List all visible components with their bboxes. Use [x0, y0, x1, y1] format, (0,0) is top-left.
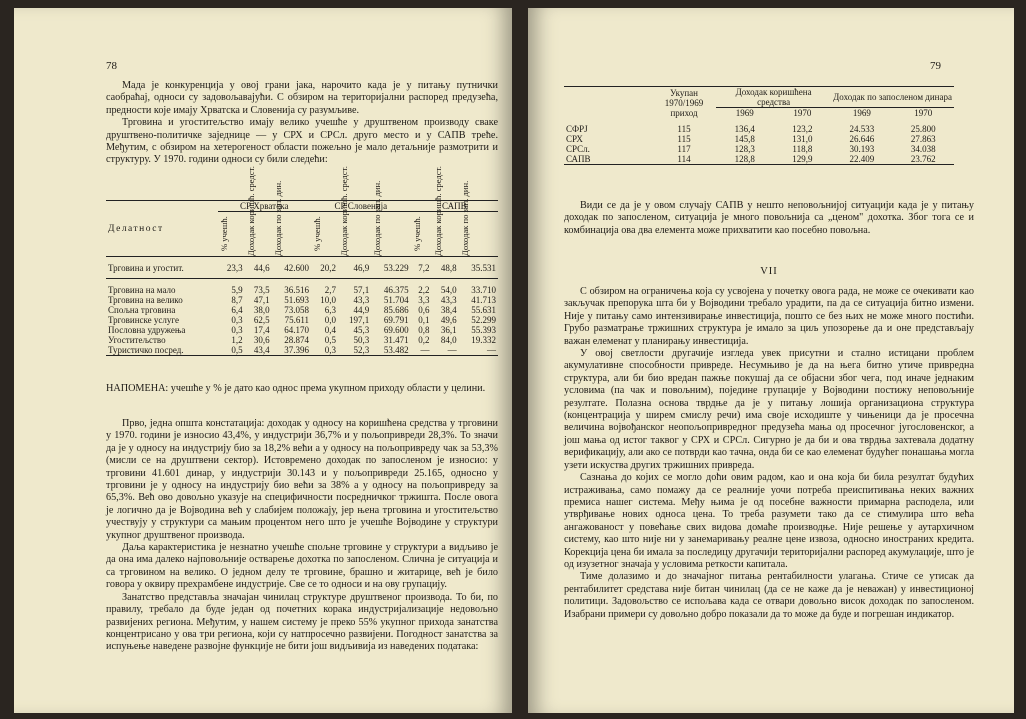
- table-cell: 69.791: [383, 314, 409, 325]
- table-row: [106, 305, 498, 315]
- table-row: [106, 345, 498, 356]
- table-cell: 49,6: [440, 314, 457, 325]
- paragraph: Прво, једна општа констатација: доходак у односу на коришћена средства у трговини у 1970. години је износио 43,4%, у индустрији 36,7% и у пољопривреди 28,3%. То значи да је у односу на индустрију био за 18,2% већи а у односу на пољопривреду чак за 53,3% (мисли се на друштвени сектор). Истовремено доходак по запосленом је износио: у трговини 41.601 динар, у индустрији 30.143 и у пољопривреди 25.165, односно у трговини је у односу на индустрију био већи за 38% а у односу на пољопривреду за 65,3%. Већ ово довољно указује на специфичности посредничког тржишта. После овога је логично да је Војводина већ у слабијем положају, јер њена трговина и угоститељство учествују у структури са мањим процентом него што је учешће Војводине у структури укупног друштвеног производа.: [106, 418, 498, 541]
- table-cell: 114: [677, 154, 691, 164]
- table-cell: 6,4: [231, 304, 243, 315]
- table-cell: 123,2: [792, 124, 813, 134]
- table-cell: 115: [677, 124, 691, 134]
- table-cell: —: [447, 344, 457, 355]
- paragraph: Даља карактеристика је незнатно учешће спољне трговине у структури а видљиво је да она има далеко најповољније остварење дохотка по запосленом. Слична је ситуација и са трговином на велико. О једном делу те трговине, брашно и житарице, већ је било говора у оквиру прехрамбене индустрије. Све се то односи и на ову групацију.: [106, 542, 498, 591]
- note-text: НАПОМЕНА: учешће у % је дато као однос према укупном приходу области у целини.: [106, 383, 486, 394]
- trade-table: [106, 166, 498, 356]
- paragraph: У овој светлости другачије изгледа увек присутни и стално истицани проблем акумулативне способности привреде. Несумњиво је да на њега битно утиче привредна структура, али би био вредан пажње покушај да се објасни због чега, под иначе једнаким условима (па чак и повољним), поједине групације у Војводини постижу неповољније резултате. Полазна основа тврдње да је у питању лошија организациона структура (концентрација у ширем смислу речи) има своје исходиште у чињеници да је просечна величина војвођанског неопољопривредног предузећа мања од просечног југословенског, а још мања од истог таквог у СРХ и СРСл. Сигурно је да би и ова тврдња захтевала додатну верификацију, али ако се потврди као тачна, онда би се као елеменат будућег понашања могла узети искуства других тржишних привреда.: [564, 348, 974, 471]
- table-cell: 54,0: [440, 284, 457, 295]
- table-cell: 3,3: [418, 294, 430, 305]
- table-cell: 46.375: [383, 284, 409, 295]
- row-label: Спољна трговина: [108, 304, 176, 315]
- table-cell: 1,2: [231, 334, 243, 345]
- paragraph: Види се да је у овом случају САПВ у нешто неповољнијој ситуацији када је у питању доходак по запосленом, ситуација је много повољнија са „ценом" дохотка. Због тога се и комбинација ова два елемента може прихватити као посебно повољна.: [564, 200, 974, 236]
- table-cell: 53.229: [383, 262, 409, 273]
- left-page: [14, 8, 512, 713]
- table-cell: 50,3: [353, 334, 370, 345]
- subcolumn-header: Доходак по зап. дин.: [372, 180, 383, 256]
- table-row: [106, 295, 498, 305]
- table-cell: 85.686: [383, 304, 409, 315]
- table-cell: 118,8: [792, 144, 813, 154]
- table-row: [564, 121, 954, 134]
- paragraph: Трговина и угоститељство имају велико учешће у друштвеном производу сваке друштвено-политичке заједнице — у СРХ и СРСл. друго место и у САПВ треће. Међутим, с обзиром на хетерогеност области пожељно је мало детаљније размотрити и структуру. У 1970. години односи су били следећи:: [106, 117, 498, 166]
- table-cell: 10,0: [320, 294, 337, 305]
- table-cell: 19.332: [471, 334, 496, 345]
- table-cell: 51.704: [383, 294, 409, 305]
- subcolumn-header: Доходак по зап. дин.: [459, 180, 470, 256]
- table-cell: 31.471: [383, 334, 409, 345]
- table-cell: 84,0: [440, 334, 457, 345]
- table-cell: 37.396: [284, 344, 309, 355]
- page-number: 79: [930, 60, 941, 72]
- subcolumn-header: % учешћ.: [411, 216, 422, 252]
- table-cell: 35.531: [471, 262, 496, 273]
- subcolumn-header: Доходак коришћ. средст.: [432, 166, 443, 256]
- table-cell: 0,2: [418, 334, 430, 345]
- table-cell: 44,9: [353, 304, 370, 315]
- row-label: Пословна удружења: [108, 324, 186, 335]
- table-cell: 20,2: [320, 262, 337, 273]
- table-row: [106, 285, 498, 295]
- group-header: СР Словенија: [311, 201, 411, 212]
- paragraph: Тиме долазимо и до значајног питања рентабилности улагања. Стиче се утисак да рентабилитет средстава није битан чинилац (да се не каже да је неважан) у инвестиционој политици. Задовољство се испољава када се отвари довољно висок доходак по запосленом. Изабрани примери су довољно добро показали да то може да буде и погрешан индикатор.: [564, 571, 974, 620]
- table-cell: 0,3: [231, 314, 243, 325]
- table-cell: 51.693: [284, 294, 309, 305]
- group-header: САПВ: [411, 201, 498, 212]
- income-header: Укупан 1970/1969 приход: [664, 87, 704, 118]
- table-cell: 2,7: [324, 284, 337, 295]
- income-table: [564, 86, 954, 165]
- table-cell: 38,0: [253, 304, 270, 315]
- intro-text: [564, 200, 974, 237]
- table-cell: 73.058: [284, 304, 309, 315]
- table-cell: 52.299: [471, 314, 496, 325]
- row-header: Делатност: [108, 223, 164, 234]
- table-cell: 27.863: [910, 134, 936, 144]
- body-text: [564, 286, 974, 621]
- group-header: СР Хрватска: [218, 201, 311, 212]
- row-label: СФРЈ: [566, 124, 588, 134]
- table-cell: 7,2: [418, 262, 430, 273]
- row-label: Трговина на мало: [108, 284, 176, 295]
- table-cell: 17,4: [253, 324, 270, 335]
- table-cell: 0,8: [418, 324, 430, 335]
- table-cell: 73,5: [253, 284, 270, 295]
- table-row: [106, 335, 498, 345]
- table-cell: 23,3: [226, 262, 243, 273]
- table-cell: 43,3: [353, 294, 370, 305]
- table-cell: 30.193: [849, 144, 875, 154]
- table-cell: 0,3: [324, 344, 337, 355]
- intro-text: [106, 80, 498, 167]
- table-cell: 36,1: [440, 324, 457, 335]
- year-header: 1970: [914, 108, 933, 118]
- subcolumn-header: % учешћ.: [218, 216, 229, 252]
- label-col-header: [564, 87, 652, 122]
- table-cell: 0,5: [231, 344, 243, 355]
- table-cell: 2,2: [418, 284, 430, 295]
- year-header: 1969: [735, 108, 754, 118]
- table-cell: 117: [677, 144, 691, 154]
- table-cell: 57,1: [353, 284, 370, 295]
- table-cell: 128,8: [734, 154, 755, 164]
- paragraph: С обзиром на ограничења која су усвојена у почетку овога рада, не може се очекивати као закључак препорука шта би у Војводини требало урадити, па да се ситуација битно измени. Није у питању само интензивирање инвестиција, пошто се без њих не може много постићи. Грубо разматрање тржишних структура је имало за циљ упозорење да и оне представљају важан елеменат у планирању инвестиција.: [564, 286, 974, 347]
- table-cell: 42.600: [284, 262, 309, 273]
- page-number: 78: [106, 60, 117, 72]
- table-cell: 23.762: [910, 154, 936, 164]
- table-cell: 55.393: [471, 324, 496, 335]
- table-cell: 5,9: [231, 284, 243, 295]
- table-cell: 43,4: [253, 344, 270, 355]
- table-cell: —: [487, 344, 496, 355]
- table-cell: —: [420, 344, 430, 355]
- subcolumn-header: Доходак коришћ. средст.: [245, 166, 256, 256]
- year-header: 1969: [852, 108, 871, 118]
- table-cell: 48,8: [440, 262, 457, 273]
- row-label: Трговинске услуге: [108, 314, 179, 325]
- table-cell: 41.713: [471, 294, 496, 305]
- table-note: [106, 383, 498, 395]
- table-cell: 47,1: [253, 294, 270, 305]
- row-label: СРСл.: [566, 144, 590, 154]
- table-cell: 46,9: [353, 262, 370, 273]
- table-cell: 128,3: [734, 144, 755, 154]
- section-title: VII: [760, 266, 778, 277]
- table-cell: 33.710: [471, 284, 496, 295]
- table-cell: 0,0: [324, 314, 337, 325]
- subcolumn-header: Доходак коришћ. средст.: [339, 166, 350, 256]
- table-cell: 43,3: [440, 294, 457, 305]
- year-header: 1970: [793, 108, 812, 118]
- table-row: [106, 257, 498, 279]
- table-cell: 22.409: [849, 154, 875, 164]
- table-cell: 25.800: [910, 124, 936, 134]
- row-label: Угоститељство: [108, 334, 166, 345]
- table-cell: 115: [677, 134, 691, 144]
- row-label: САПВ: [566, 154, 591, 164]
- table-cell: 6,3: [324, 304, 337, 315]
- paragraph: Мада је конкуренција у овој грани јака, нарочито када је у питању путнички саобраћај, односи су задовољавајући. С обзиром на територијални распоред предузећа, предности које имају Хрватска и Словенија су разумљиве.: [106, 80, 498, 116]
- table-row: [564, 154, 954, 165]
- table-cell: 30,6: [253, 334, 270, 345]
- table-row: [106, 315, 498, 325]
- assets-header: Доходак коришћена средства: [716, 87, 831, 108]
- table-cell: 0,3: [231, 324, 243, 335]
- table-cell: 0,6: [418, 304, 430, 315]
- row-label: Туристичко посред.: [108, 344, 184, 355]
- table-cell: 145,8: [734, 134, 755, 144]
- table-cell: 26.646: [849, 134, 875, 144]
- trade-table-body: [106, 257, 498, 356]
- table-row: [564, 134, 954, 144]
- body-text: [106, 418, 498, 654]
- row-label: Трговина и угостит.: [108, 262, 184, 273]
- table-cell: 75.611: [284, 314, 309, 325]
- table-cell: 52,3: [353, 344, 370, 355]
- paragraph: Сазнања до којих се могло доћи овим радом, као и она која би била резултат будућих истраживања, само помажу да се реалније уочи потреба преиспитивања неких важних премиса нашег система. Међу њима је од посебне важности примарна расподела, или утврђивање нових односа цена. То треба разумети тако да се стимулира што већа ангажованост у повећање свих видова домаће производње. Није решење у аутархичном систему, као што није ни у занемаривању реалне цене извоза, односно иностраних кредита. Корекција цена би имала за последицу другачији територијални распоред акумулације, што је од изузетног значаја у условима реткости капитала.: [564, 472, 974, 570]
- subcolumn-header: % учешћ.: [311, 216, 322, 252]
- table-cell: 45,3: [353, 324, 370, 335]
- table-cell: 197,1: [349, 314, 370, 325]
- row-label: СРХ: [566, 134, 583, 144]
- table-cell: 55.631: [471, 304, 496, 315]
- paragraph: Занатство представља значајан чинилац структуре друштвеног производа. То би, по правилу, требало да буде један од почетних корака индустријализације недовољно развијених региона. Међутим, у нашем систему је преко 55% укупног прихода занатства концентрисано у ова три региона, који су натпросечно развијени. Погодност занатства за испуњење наведене развојне функције не бити још видљивија из наведених података:: [106, 591, 498, 653]
- table-row: [564, 144, 954, 154]
- table-cell: 53.482: [383, 344, 409, 355]
- table-cell: 129,9: [792, 154, 813, 164]
- table-cell: 28.874: [284, 334, 309, 345]
- table-cell: 64.170: [284, 324, 309, 335]
- income-table-body: [564, 121, 954, 165]
- table-cell: 0,1: [418, 314, 430, 325]
- table-cell: 136,4: [734, 124, 755, 134]
- table-cell: 69.600: [383, 324, 409, 335]
- table-cell: 36.516: [284, 284, 309, 295]
- table-cell: 62,5: [253, 314, 270, 325]
- table-cell: 0,5: [324, 334, 337, 345]
- table-cell: 0,4: [324, 324, 337, 335]
- table-cell: 34.038: [910, 144, 936, 154]
- subcolumn-header: Доходак по зап. дин.: [272, 180, 283, 256]
- row-label: Трговина на велико: [108, 294, 183, 305]
- table-cell: 24.533: [849, 124, 875, 134]
- table-cell: 44,6: [253, 262, 270, 273]
- table-row: [106, 325, 498, 335]
- employee-header: Доходак по запосленом динара: [831, 87, 954, 108]
- table-cell: 38,4: [440, 304, 457, 315]
- right-page: [528, 8, 1014, 713]
- table-cell: 8,7: [231, 294, 243, 305]
- table-cell: 131,0: [792, 134, 813, 144]
